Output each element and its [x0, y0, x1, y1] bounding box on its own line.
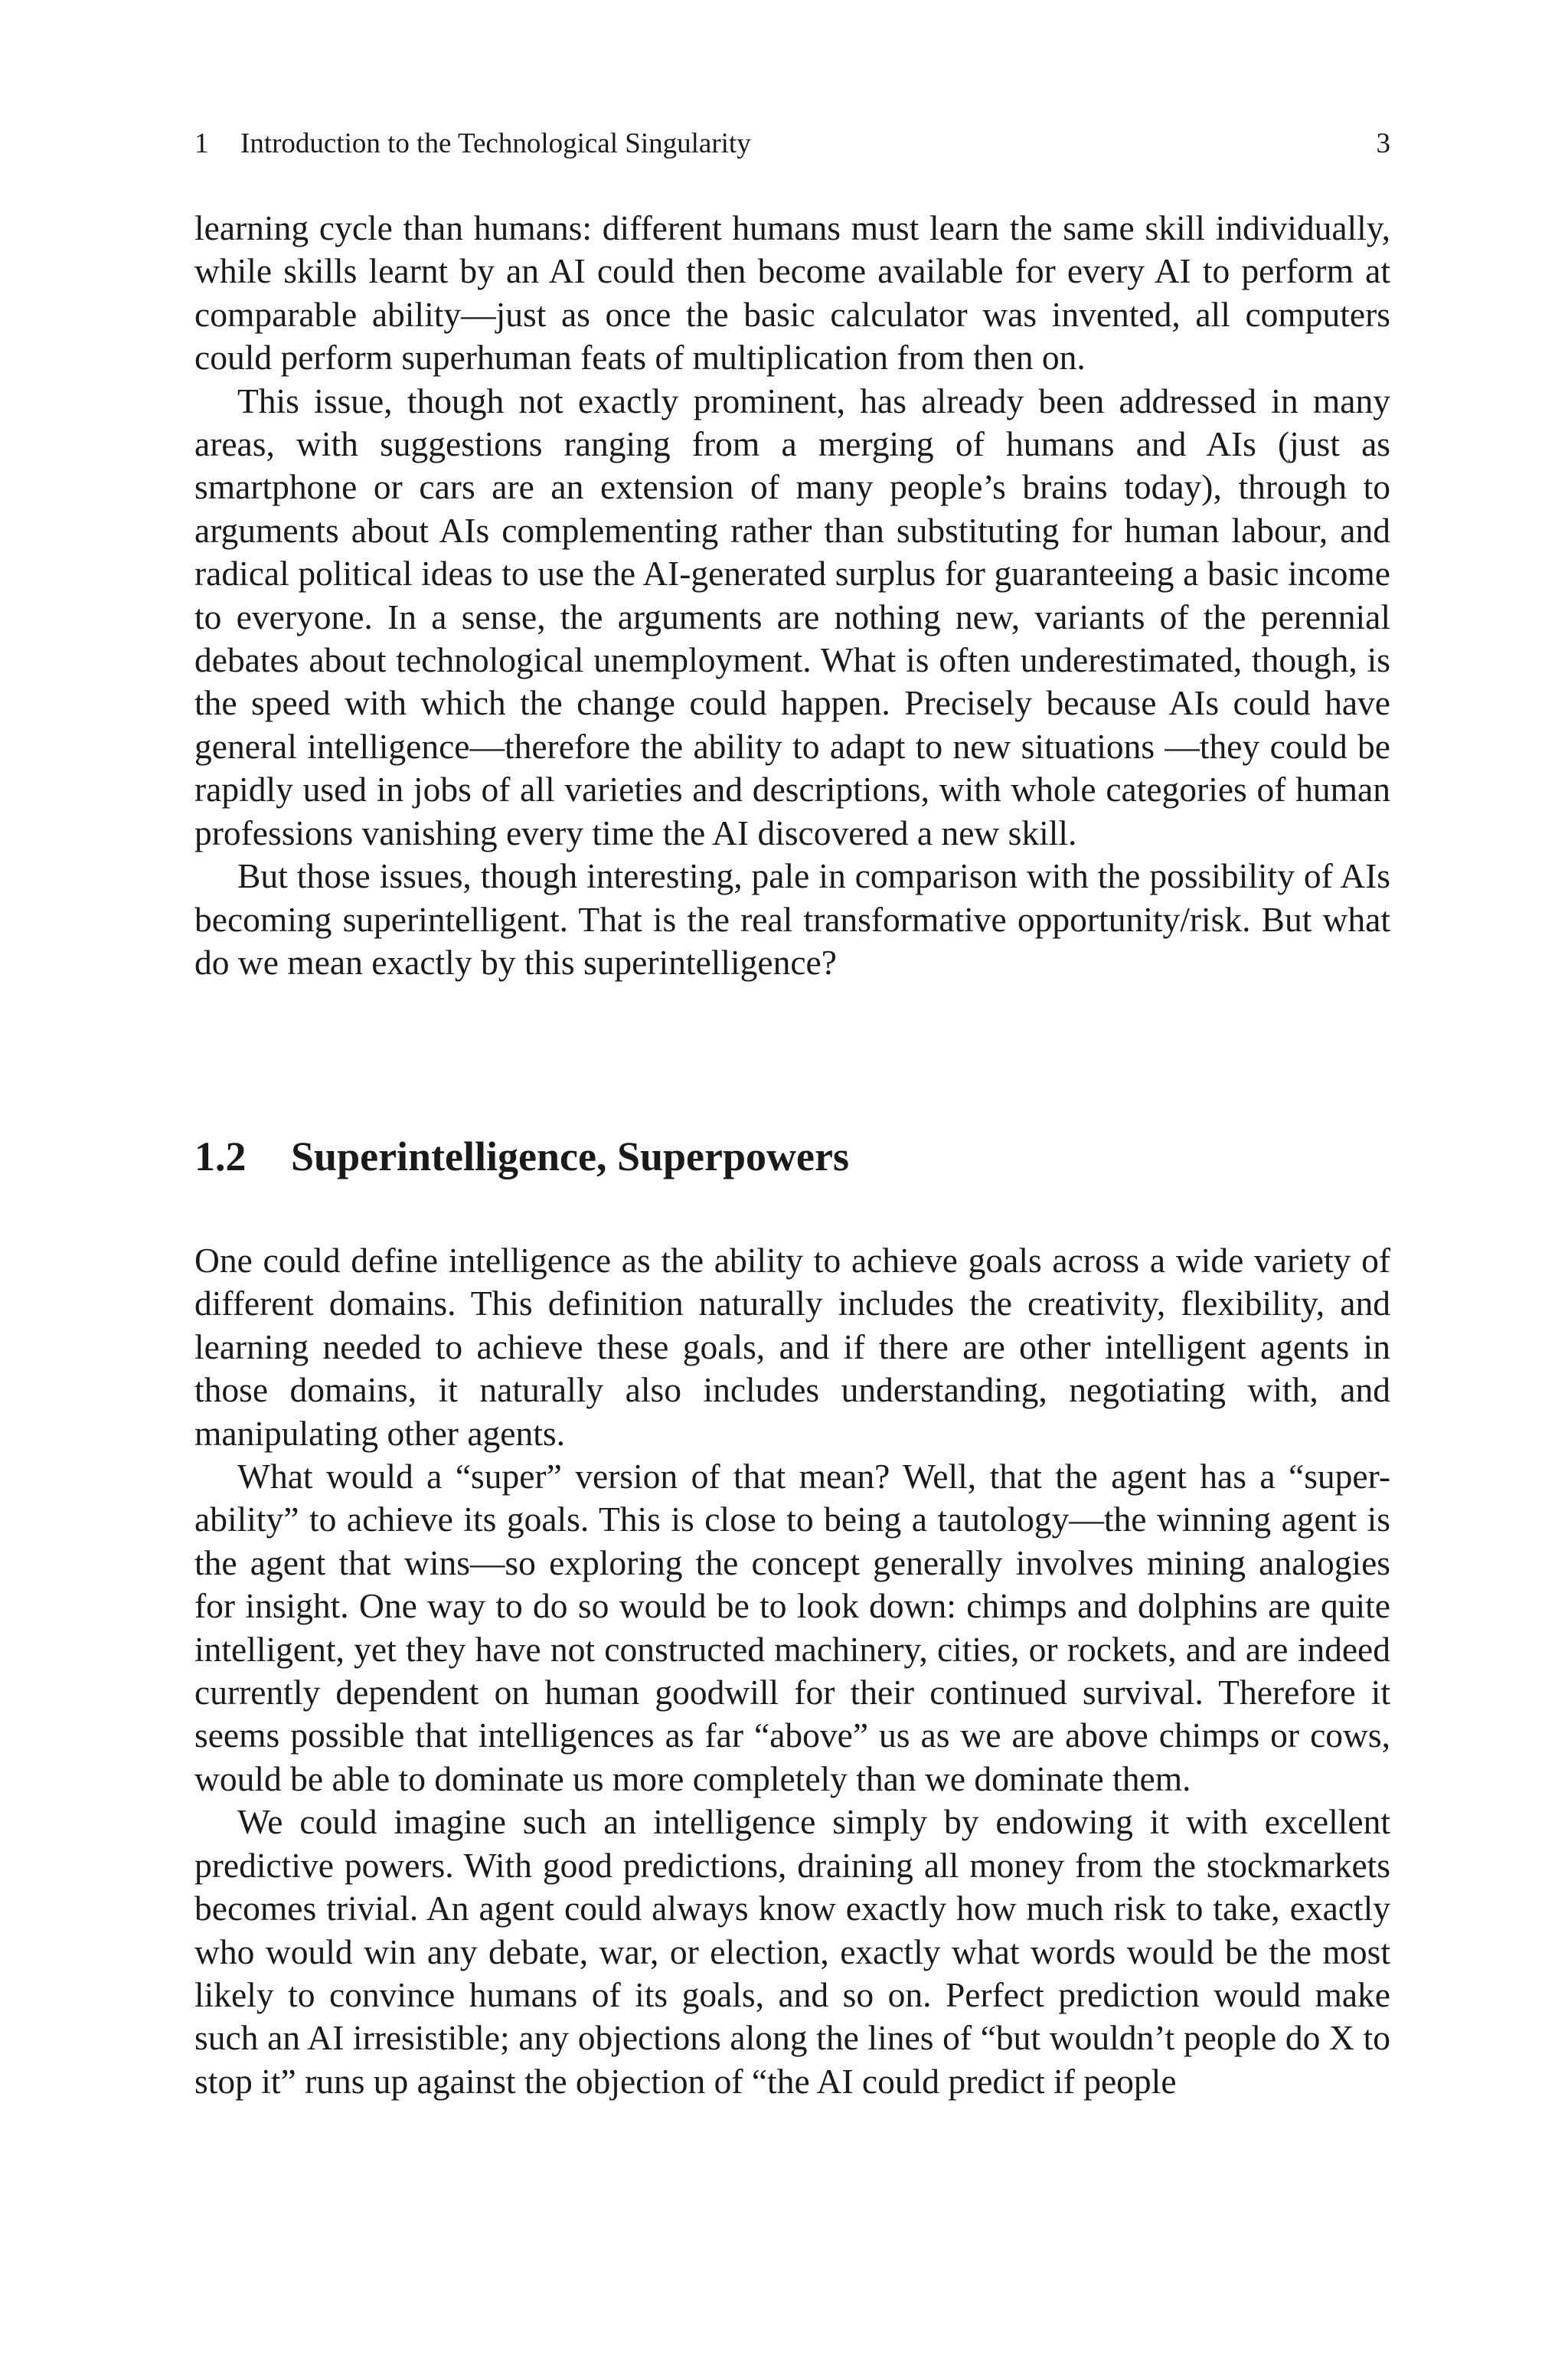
section-heading: [194, 1132, 1390, 1181]
chapter-number: 1: [194, 128, 209, 159]
chapter-title: Introduction to the Technological Singularity: [240, 128, 751, 159]
paragraph: learning cycle than humans: different humans must learn the same skill individually, while skills learnt by an AI could then become available for every AI to perform at comparable ability—just as once the basic calculator was invented, all computers could perform superhuman feats of multiplication from then on.: [194, 208, 1390, 378]
running-head: [194, 127, 1390, 161]
section-title: Superintelligence, Superpowers: [291, 1133, 849, 1179]
body-text-after-section: [194, 1239, 1390, 2103]
paragraph: One could define intelligence as the ability to achieve goals across a wide variety of different domains. This definition naturally includes the creativity, flexibility, and learning needed to achieve these goals, and if there are other intelligent agents in those domains, it naturally also includes understanding, negotiating with, and manipulating other agents.: [194, 1241, 1390, 1453]
page-number: 3: [1376, 128, 1390, 159]
paragraph: What would a “super” version of that mean? Well, that the agent has a “super-ability” to achieve its goals. This is close to being a tautology—the winning agent is the agent that wins—so exploring the concept generally involves mining analogies for insight. One way to do so would be to look down: chimps and dolphins are quite intelligent, yet they have not constructed machinery, cities, or rockets, and are indeed currently dependent on human goodwill for their continued survival. Therefore it seems possible that intelligences as far “above” us as we are above chimps or cows, would be able to dominate us more completely than we dominate them.: [194, 1457, 1390, 1798]
paragraph: But those issues, though interesting, pale in comparison with the possibility of AIs becoming superintelligent. That is the real transformative opportunity/risk. But what do we mean exactly by this superintelligence?: [194, 856, 1390, 982]
paragraph: We could imagine such an intelligence simply by endowing it with excellent predictive powers. With good predictions, draining all money from the stockmarkets becomes trivial. An agent could always know exactly how much risk to take, exactly who would win any debate, war, or election, exactly what words would be the most likely to convince humans of its goals, and so on. Perfect prediction would make such an AI irresistible; any objections along the lines of “but wouldn’t people do X to stop it” runs up against the objection of “the AI could predict if people: [194, 1802, 1390, 2101]
body-text-before-section: [194, 207, 1390, 984]
paragraph: This issue, though not exactly prominent, has already been addressed in many areas, with suggestions ranging from a merging of humans and AIs (just as smartphone or cars are an extension of many people’s brains today), through to arguments about AIs complementing rather than substituting for human labour, and radical political ideas to use the AI-generated surplus for guaranteeing a basic income to everyone. In a sense, the arguments are nothing new, variants of the perennial debates about technological unemployment. What is often underestimated, though, is the speed with which the change could happen. Precisely because AIs could have general intelligence—therefore the ability to adapt to new situations —they could be rapidly used in jobs of all varieties and descriptions, with whole categories of human professions vanishing every time the AI discovered a new skill.: [194, 381, 1390, 852]
section-number: 1.2: [194, 1133, 247, 1179]
